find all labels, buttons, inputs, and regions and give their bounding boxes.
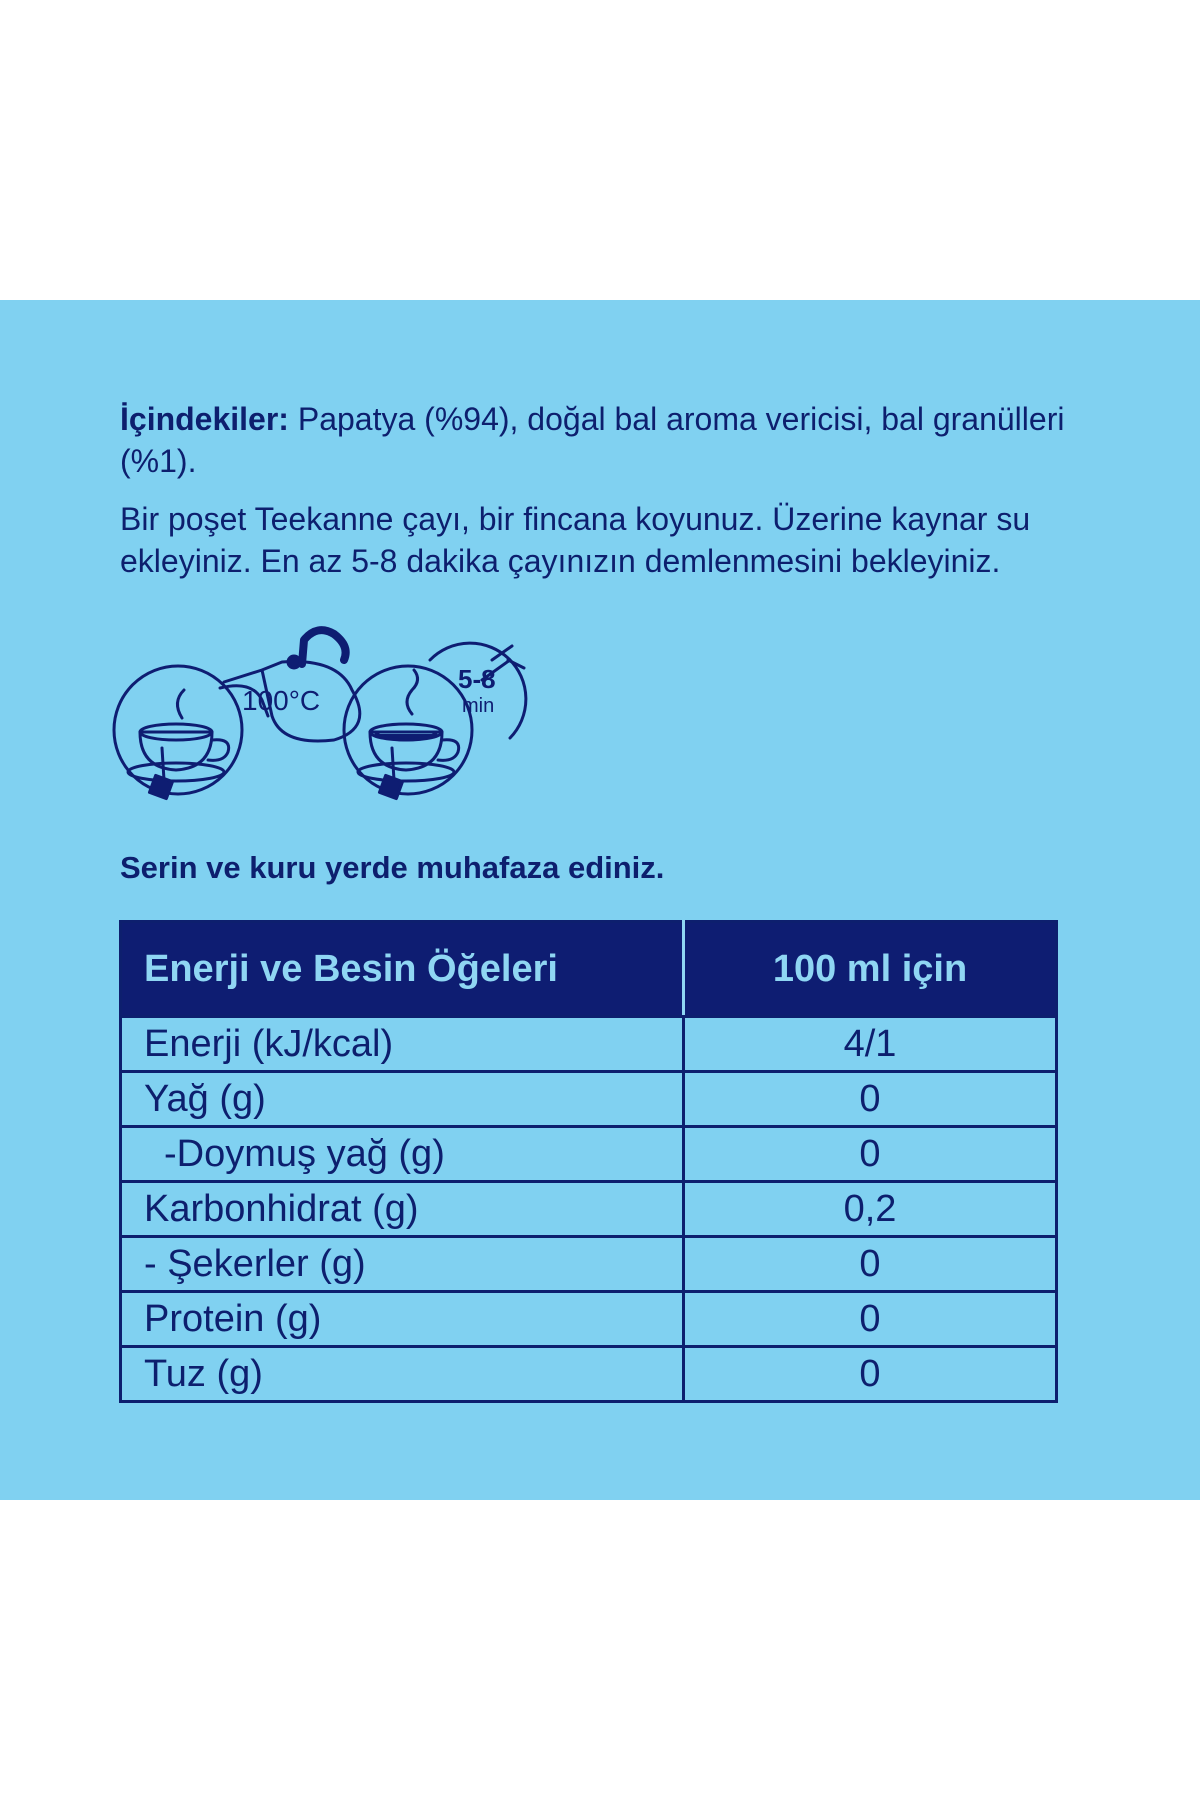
timer-unit: min [462, 695, 495, 717]
nutrient-name: Karbonhidrat (g) [121, 1182, 684, 1237]
ingredients-list: Papatya (%94), doğal bal aroma vericisi, bal granülleri (%1). [120, 401, 1065, 479]
nutrient-name: Yağ (g) [121, 1072, 684, 1127]
storage-instructions: Serin ve kuru yerde muhafaza ediniz. [120, 850, 665, 885]
nutrient-value: 0 [684, 1237, 1057, 1292]
kettle-temperature: 100°C [242, 685, 321, 716]
nutrition-header-value: 100 ml için [684, 922, 1057, 1017]
ingredients-label: İçindekiler: [120, 401, 289, 437]
nutrition-table [119, 920, 1058, 1403]
info-panel [0, 300, 1200, 1500]
ingredients-text [120, 398, 1100, 482]
nutrient-value: 0 [684, 1292, 1057, 1347]
nutrient-name: -Doymuş yağ (g) [121, 1127, 684, 1182]
nutrient-name: - Şekerler (g) [121, 1237, 684, 1292]
nutrition-header-row [121, 922, 1057, 1017]
table-row [121, 1237, 1057, 1292]
nutrient-name: Enerji (kJ/kcal) [121, 1017, 684, 1072]
nutrient-value: 0 [684, 1347, 1057, 1402]
nutrient-value: 4/1 [684, 1017, 1057, 1072]
table-row [121, 1127, 1057, 1182]
nutrient-name: Tuz (g) [121, 1347, 684, 1402]
nutrition-header-name: Enerji ve Besin Öğeleri [121, 922, 684, 1017]
timer-icon [344, 643, 526, 798]
nutrient-value: 0,2 [684, 1182, 1057, 1237]
timer-range: 5-8 [458, 664, 496, 694]
table-row [121, 1292, 1057, 1347]
nutrient-value: 0 [684, 1072, 1057, 1127]
brewing-instructions: Bir poşet Teekanne çayı, bir fincana koyunuz. Üzerine kaynar su ekleyiniz. En az 5-8 dakika çayınızın demlenmesini bekleyiniz. [120, 501, 1031, 579]
table-row [121, 1182, 1057, 1237]
brewing-icons [112, 620, 572, 820]
table-row [121, 1347, 1057, 1402]
nutrient-name: Protein (g) [121, 1292, 684, 1347]
table-row [121, 1072, 1057, 1127]
nutrient-value: 0 [684, 1127, 1057, 1182]
table-row [121, 1017, 1057, 1072]
